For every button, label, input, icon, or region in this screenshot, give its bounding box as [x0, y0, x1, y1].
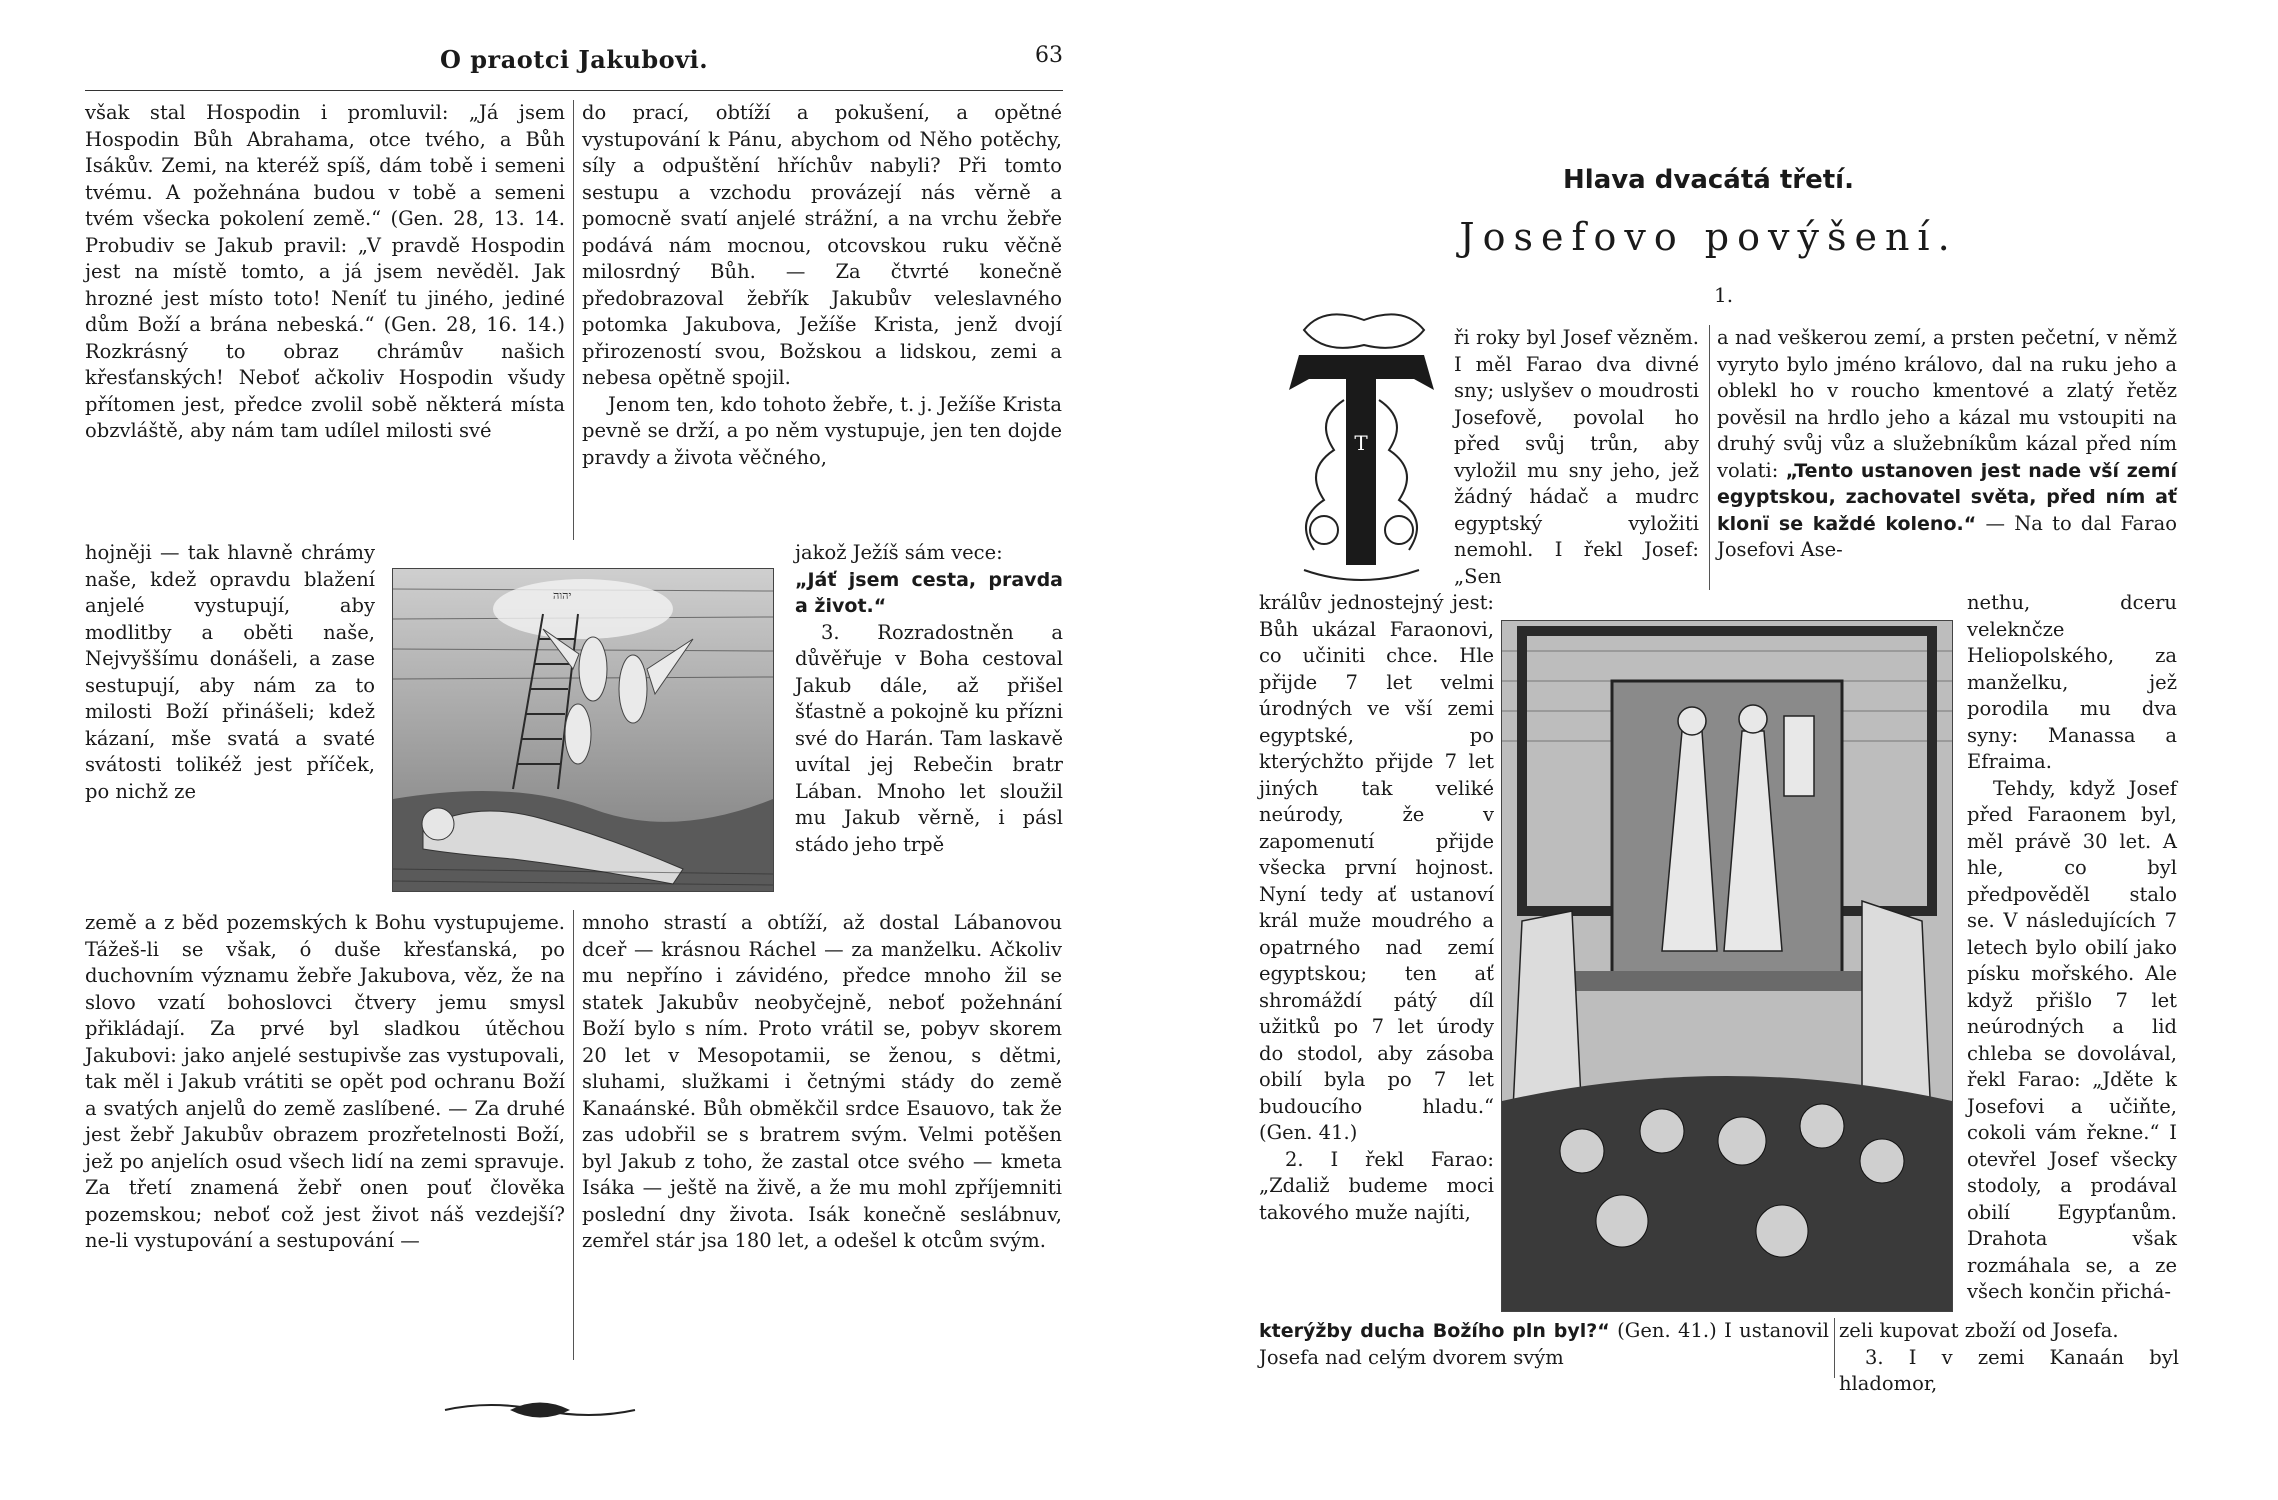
left-column-wrap [85, 540, 375, 805]
header-rule [85, 90, 1063, 91]
right-column-bottom [582, 910, 1062, 1255]
text-run: — Na to dal Farao Josefovi Ase- [1717, 511, 2177, 561]
left-column-top [85, 100, 565, 445]
column-divider [1834, 1318, 1835, 1378]
paragraph: hojněji — tak hlavně chrámy naše, kdež opravdu blažení anjelé vystupují, aby modlitby a oběti naše, Nejvyššímu donášeli, a zase sestupují, aby nám za to milosti Boží přinášeli; kdež kázaní, mše svatá a svaté svátosti tolikéž jest příček, po nichž ze [85, 541, 375, 803]
paragraph: zeli kupovat zboží od Josefa. [1839, 1319, 2119, 1342]
column-divider [573, 100, 574, 540]
quote-bold: „Jáť jsem cesta, pravda a život.“ [795, 568, 1063, 617]
paragraph: 3. I v zemi Kanaán byl hladomor, [1839, 1345, 2179, 1395]
paragraph: 3. Rozradostněn a důvěřuje v Boha cestoval Jakub dále, až přišel šťastně a pokojně ku přízni své do Harán. Tam laskavě uvítal jej Rebečin bratr Lában. Mnoho let sloužil mu Jakub věrně, i pásl stádo jeho trpě [795, 620, 1063, 856]
quote-bold: „Tento ustanoven jest nade vší zemí egyptskou, zachovatel světa, před ním ať klonï se každé koleno.“ [1717, 459, 2177, 535]
column-divider [1709, 325, 1710, 590]
text-run: (Gen. 41.) I ustanovil Josefa nad celým dvorem svým [1259, 1319, 1830, 1369]
text-run: a nad veškerou zemí, a prsten pečetní, v němž vyryto bylo jméno královo, dal na ruku jeho a oblekl ho v roucho kmentové a zlatý řetěz pověsil na hrdlo jeho a kázal mu vstoupiti na druhý svůj vůz a služebníkům kázal před ním volati: [1717, 326, 2177, 482]
jacobs-ladder-illustration [392, 568, 774, 892]
section-number: 1. [1714, 283, 1734, 307]
left-column-bottom [1259, 1318, 1829, 1371]
paragraph [1259, 1318, 1829, 1371]
initial-letter: T [1354, 431, 1368, 455]
paragraph: však stal Hospodin i promluvil: „Já jsem Hospodin Bůh Abrahama, otce tvého, a Bůh Isákův. Zemi, na kteréž spíš, dám tobě i semeni tvému. A požehnána budou v tobě a semeni tvém všecka pokolení země.“ (Gen. 28, 13. 14. Probudiv se Jakub pravil: „V pravdě Hospodin jest na místě tomto, a já jsem nevěděl. Jak hrozné jest místo toto! Neníť tu jiného, jediné dům Boží a brána nebeská.“ (Gen. 28, 16. 14.) Rozkrásný to obraz chrámův našich křesťanských! Neboť ačkoliv Hospodin všudy přítomen jest, předce zvolil sobě některá místa obzvláště, aby nám tam udílel milosti své [85, 101, 565, 442]
quote [795, 567, 1063, 620]
left-column-top [1454, 325, 1699, 590]
right-page [1139, 0, 2278, 1500]
paragraph: Tehdy, když Josef před Faraonem byl, měl právě 30 let. A hle, co byl předpověděl stalo se. V následujících 7 letech bylo obilí jako písku mořského. Ale když přišlo 7 let neúrodných a lid chleba se dovolával, řekl Farao: „Jděte k Josefovi a učiňte, cokoli vám řekne.“ I otevřel Josef všecky stodoly, a prodával obilí Egypťanům. Drahota však rozmáhala se, a ze všech končin přichá- [1967, 776, 2177, 1303]
right-column-wrap [1967, 590, 2177, 1306]
paragraph: jakož Ježíš sám vece: [795, 541, 1003, 564]
right-column-bottom [1839, 1318, 2179, 1398]
decorated-initial [1284, 300, 1439, 590]
chapter-title: Josefovo povýšení. [1459, 215, 1958, 259]
joseph-before-pharaoh-illustration [1501, 620, 1953, 1312]
paragraph: země a z běd pozemských k Bohu vystupujeme. Tážeš-li se však, ó duše křesťanská, po duchovním významu žebře Jakubova, věz, že na slovo vzatí bohoslovci čtvery jemu smysl přikládají. Za prvé byl sladkou útěchou Jakubovi: jako anjelé sestupivše zas vystupovali, tak měl i Jakub vrátiti se opět pod ochranu Boží a svatých anjelů do země zaslíbené. — Za druhé jest žebř Jakubův obrazem prozřetelnosti Boží, jež po anjelích osud všech lidí na zemi spravuje. Za třetí znamená žebř onen pouť člověka pozemskou; neboť což jest život náš vezdejší? ne-li vystupování a sestupování — [85, 911, 565, 1252]
left-column-bottom [85, 910, 565, 1255]
right-column-wrap [795, 540, 1063, 858]
paragraph: 2. I řekl Farao: „Zdaliž budeme moci takového muže najíti, [1259, 1147, 1494, 1224]
paragraph: králův jednostejný jest: Bůh ukázal Faraonovi, co učiniti chce. Hle přijde 7 let velmi úrodných ve vší zemi egyptské, po kterýchžto přijde 7 let jiných tak veliké neúrody, že v zapomenutí přijde všecka první hojnost. Nyní tedy ať ustanoví král muže moudrého a opatrného nad zemí egyptskou; ten ať shromáždí pátý díl užitků po 7 let úrody do stodol, aby zásoba obilí byla po 7 let budoucího hladu.“ (Gen. 41.) [1259, 591, 1494, 1144]
right-column-top [1717, 325, 2177, 564]
running-head: O praotci Jakubovi. [440, 45, 709, 74]
paragraph: do prací, obtíží a pokušení, a opětné vystupování k Pánu, abychom od Něho potěchy, síly a odpuštění hříchův nabyli? Při tomto sestupu a vzchodu provázejí nás věrně a pomocně svatí anjelé strážní, a na vrchu žebře podává nám mocnou, otcovskou ruku věčně milosrdný Bůh. — Za čtvrté konečně předobrazoval žebřík Jakubův veleslavného potomka Jakubova, Ježíše Krista, jenž dvojí přirozeností svou, Božskou a lidskou, zemi a nebesa opětně spojil. [582, 101, 1062, 389]
right-column-top [582, 100, 1062, 471]
text-bold: kterýžby ducha Božího pln byl?“ [1259, 1320, 1610, 1342]
left-column-wrap [1259, 590, 1494, 1226]
page-number: 63 [1035, 43, 1063, 68]
paragraph: mnoho strastí a obtíží, až dostal Lábanovou dceř — krásnou Ráchel — za manželku. Ačkoliv mu nepříno i závidéno, předce mnoho žil se statek Jakubův neobyčejně, neboť požehnání Boží bylo s ním. Proto vrátil se, pobyv skorem 20 let v Mesopotamii, se ženou, s dětmi, sluhami, služkami i četnými stády do země Kanaánské. Bůh obměkčil srdce Esauovo, tak že zas udobřil se s bratrem svým. Velmi potěšen byl Jakub z toho, že zastal otce svého — kmeta Isáka — ještě na živě, a že mu mohl zpříjemniti poslední dny života. Isák konečně seslábnuv, zemřel stár jsa 180 let, a odešel k otcům svým. [582, 911, 1062, 1252]
paragraph: ři roky byl Josef vězněm. I měl Farao dva divné sny; uslyšev o moudrosti Josefově, povolal ho před svůj trůn, aby vyložil mu sny jeho, jež žádný hádač a mudrc egyptský vyložiti nemohl. I řekl Josef: „Sen [1454, 326, 1699, 588]
hebrew-glyph: יהוה [553, 589, 572, 602]
chapter-label: Hlava dvacátá třetí. [1563, 165, 1854, 195]
column-divider [573, 910, 574, 1360]
paragraph: nethu, dceru veleknčze Heliopolského, za manželku, jež porodila mu dva syny: Manassa a Efraima. [1967, 591, 2177, 773]
paragraph [1717, 325, 2177, 564]
ornamental-tailpiece [440, 1395, 640, 1425]
paragraph: Jenom ten, kdo tohoto žebře, t. j. Ježíše Krista pevně se drží, a po něm vystupuje, jen ten dojde pravdy a života věčného, [582, 392, 1063, 469]
